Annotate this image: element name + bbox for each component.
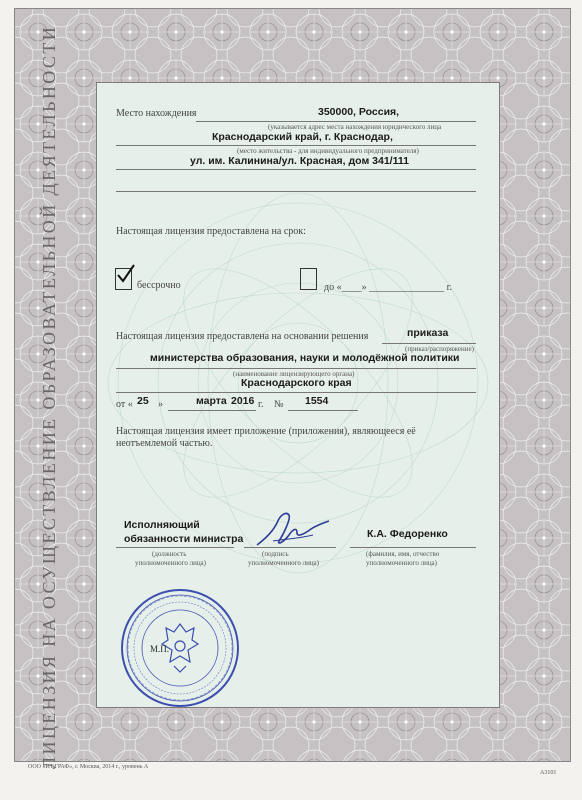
date-prefix: от « xyxy=(116,399,133,410)
until-date-text: до «____» _______________ г. xyxy=(324,282,453,293)
region-underline xyxy=(116,392,476,393)
decision-month: марта xyxy=(196,395,227,407)
authority-caption: (наименование лицензирующего органа) xyxy=(233,370,355,378)
official-seal xyxy=(118,586,242,710)
authority-underline xyxy=(116,368,476,369)
number-underline xyxy=(288,410,358,411)
checkmark-icon xyxy=(116,263,136,285)
stamp-mp-label: М.П. xyxy=(150,644,170,654)
location-underline-1 xyxy=(196,121,476,122)
name-caption-1: (фамилия, имя, отчество xyxy=(366,550,440,558)
decision-number: 1554 xyxy=(305,395,329,407)
year-suffix: г. xyxy=(258,399,264,410)
decision-day: 25 xyxy=(137,395,149,407)
position-underline xyxy=(116,547,234,548)
signatory-position-2: обязанности министра xyxy=(124,533,244,545)
authority-region: Краснодарского края xyxy=(241,377,352,389)
location-street: ул. им. Калинина/ул. Красная, дом 341/111 xyxy=(190,155,409,167)
form-code: А3101 xyxy=(540,770,557,776)
location-underline-4 xyxy=(116,191,476,192)
licensing-authority: министерства образования, науки и молодёжной политики xyxy=(150,352,460,364)
appendix-line-1: Настоящая лицензия имеет приложение (приложения), являющееся её xyxy=(116,426,416,437)
location-postal: 350000, Россия, xyxy=(318,106,400,118)
decision-year: 2016 xyxy=(231,395,255,407)
basis-heading: Настоящая лицензия предоставлена на основании решения xyxy=(116,331,369,342)
signatory-position-1: Исполняющий xyxy=(124,519,200,531)
signature-underline xyxy=(244,547,336,548)
decision-type-underline xyxy=(382,343,476,344)
location-label: Место нахождения xyxy=(116,108,197,119)
day-suffix: » xyxy=(158,399,163,410)
number-sign: № xyxy=(274,399,284,410)
printer-footer: ООО «ИТ.ГРАФ», г. Москва, 2014 г., уровень А xyxy=(28,764,149,770)
handwritten-signature xyxy=(253,505,333,553)
location-underline-3 xyxy=(116,169,476,170)
name-underline xyxy=(350,547,476,548)
name-caption-2: уполномоченного лица) xyxy=(366,559,437,567)
unlimited-checkbox[interactable] xyxy=(115,268,132,290)
position-caption-1: (должность xyxy=(152,550,187,558)
signature-caption-2: уполномоченного лица) xyxy=(248,559,319,567)
location-caption-2: (место жительства - для индивидуального предпринимателя) xyxy=(237,147,419,155)
unlimited-label: бессрочно xyxy=(137,280,181,291)
signatory-name: К.А. Федоренко xyxy=(367,528,448,540)
vertical-license-title: ЛИЦЕНЗИЯ НА ОСУЩЕСТВЛЕНИЕ ОБРАЗОВАТЕЛЬНОЙ ДЕЯТЕЛЬНОСТИ xyxy=(39,24,59,770)
location-region: Краснодарский край, г. Краснодар, xyxy=(212,131,393,143)
term-heading: Настоящая лицензия предоставлена на срок: xyxy=(116,226,306,237)
appendix-line-2: неотъемлемой частью. xyxy=(116,438,213,449)
position-caption-2: уполномоченного лица) xyxy=(135,559,206,567)
signature-caption-1: (подпись xyxy=(262,550,289,558)
decision-type-caption: (приказ/распоряжение) xyxy=(405,345,474,353)
location-caption-1: (указывается адрес места нахождения юридического лица xyxy=(268,123,442,131)
decision-type: приказа xyxy=(407,327,449,339)
month-underline xyxy=(168,410,256,411)
location-underline-2 xyxy=(116,145,476,146)
until-date-checkbox[interactable] xyxy=(300,268,317,290)
